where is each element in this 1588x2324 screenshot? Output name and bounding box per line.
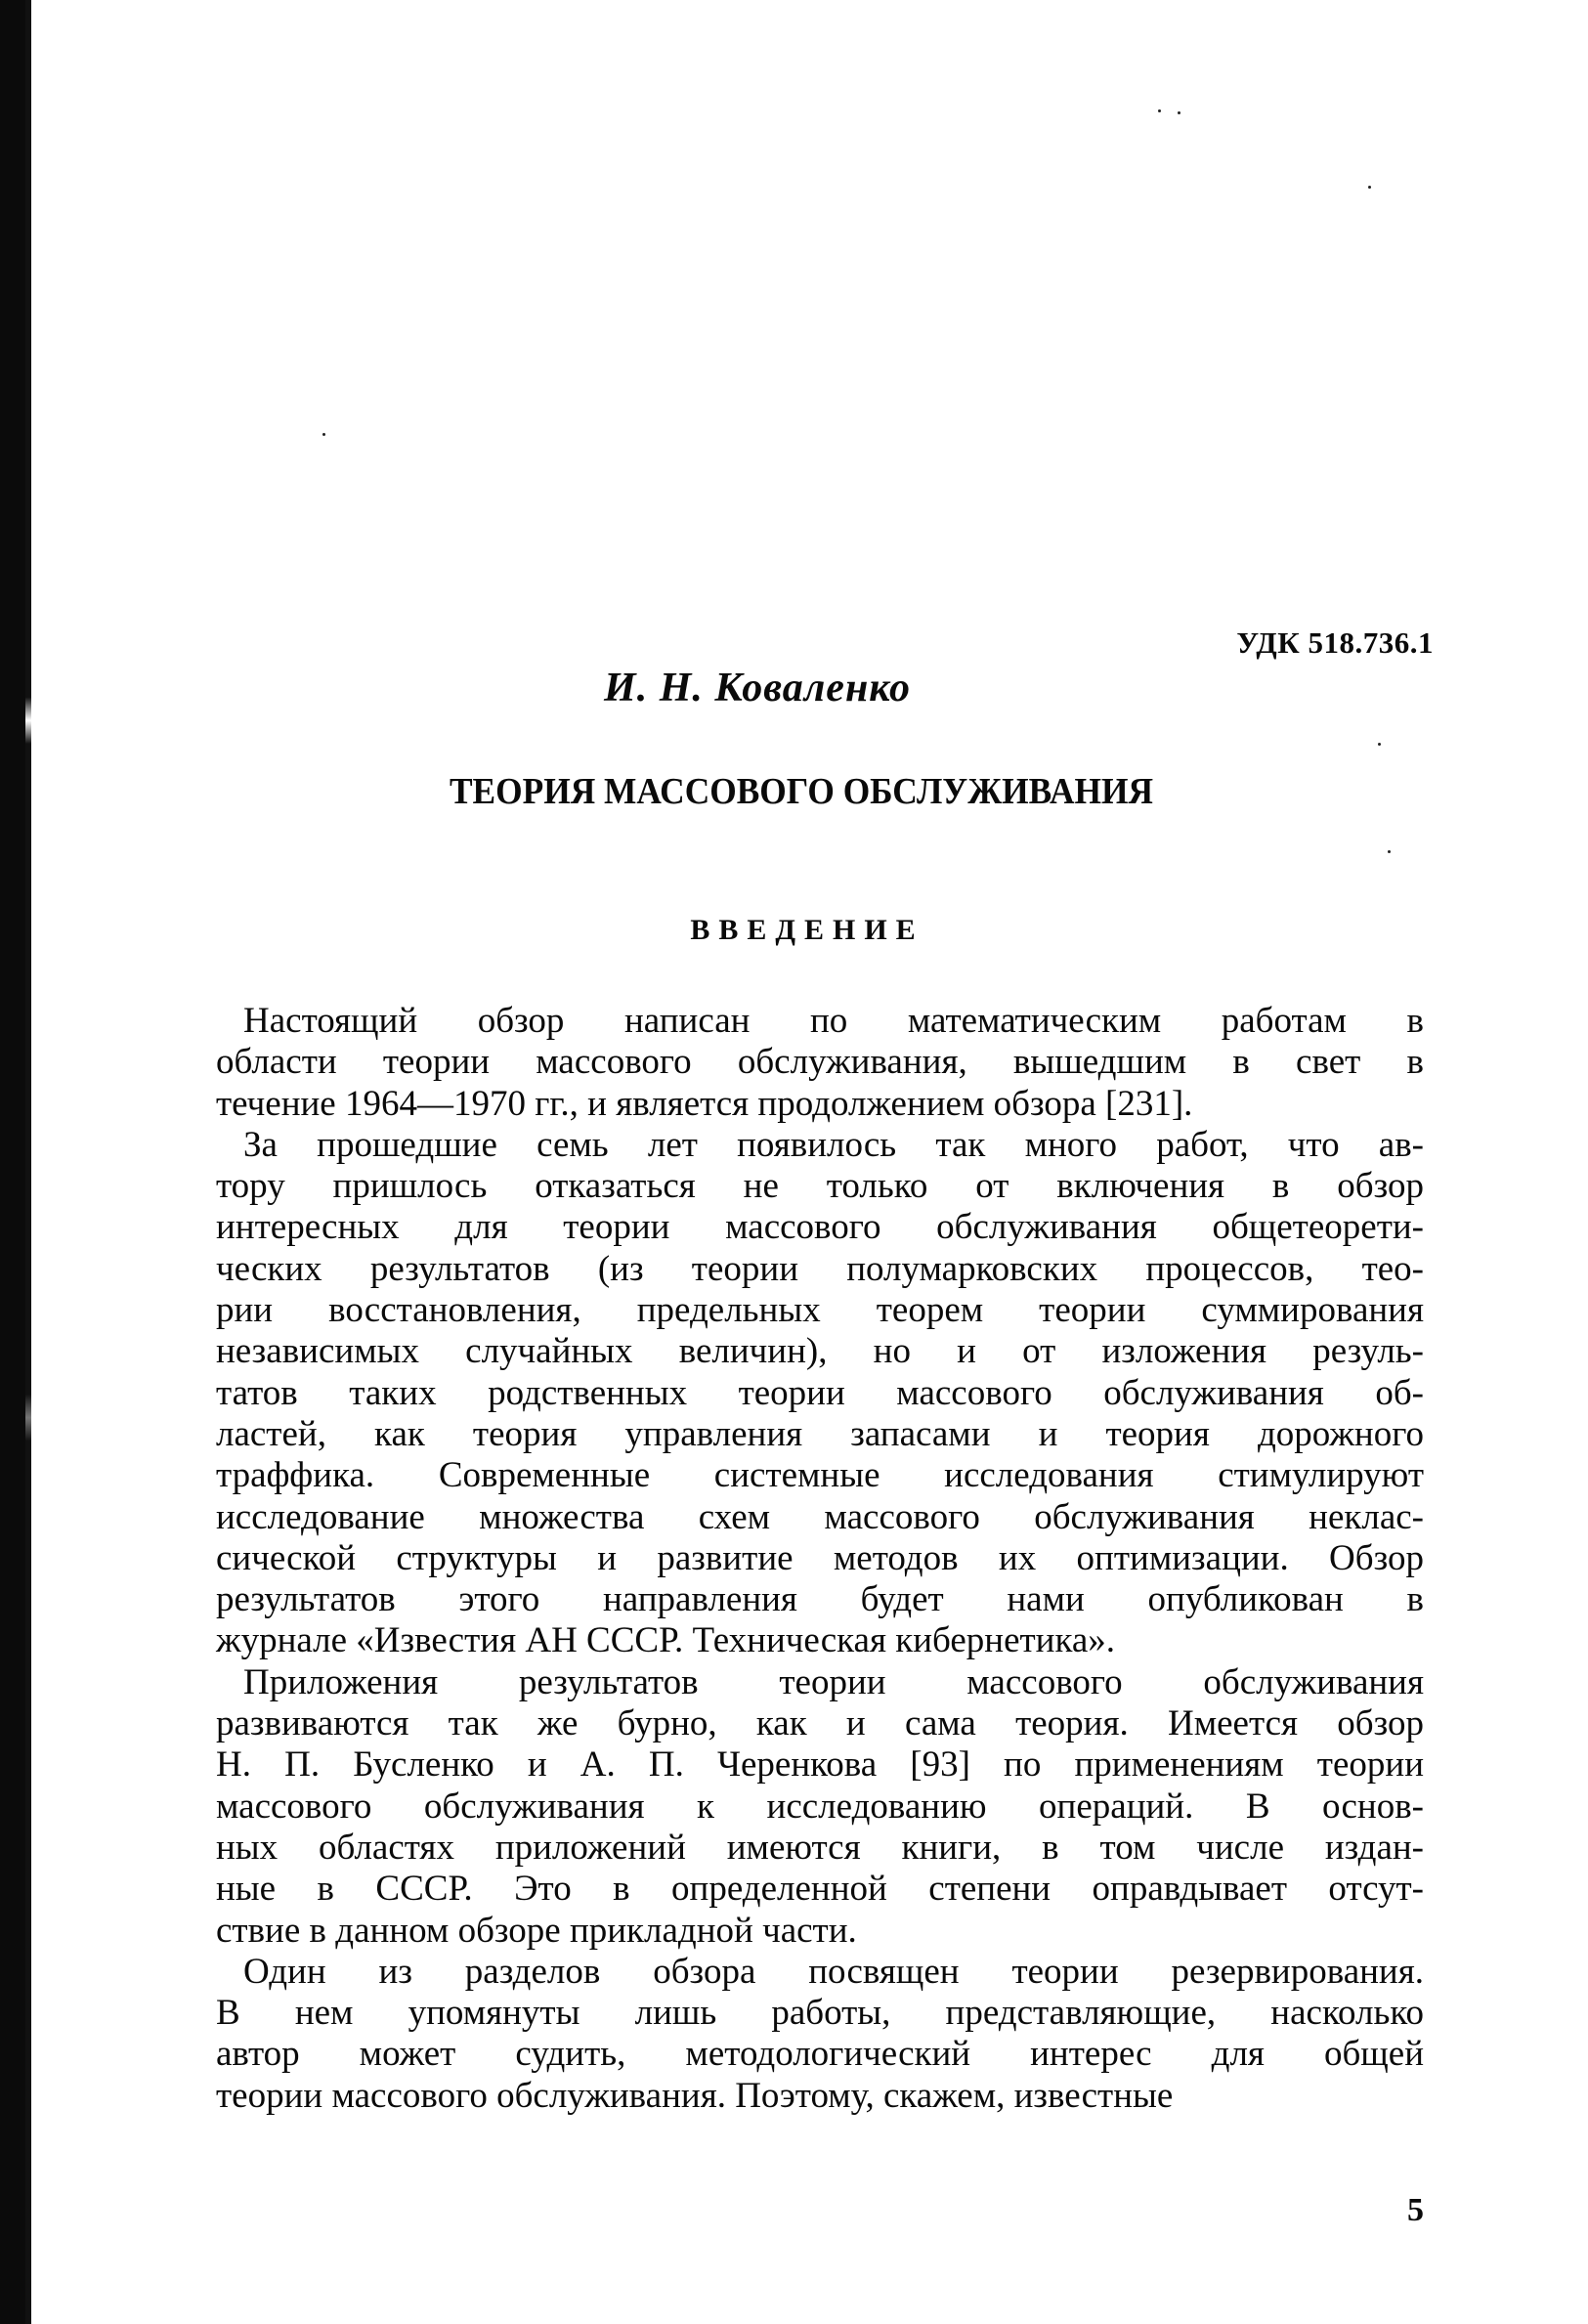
text-line: траффика. Современные системные исследования стимулируют <box>216 1455 1424 1496</box>
scan-speck <box>1378 743 1381 746</box>
text-line: автор может судить, методологический интерес для общей <box>216 2034 1424 2075</box>
text-line: массового обслуживания к исследованию операций. В основ- <box>216 1786 1424 1827</box>
text-line: теории массового обслуживания. Поэтому, скажем, известные <box>216 2075 1174 2116</box>
paragraph <box>216 1125 1424 1662</box>
text-line: В нем упомянуты лишь работы, представляющие, насколько <box>216 1993 1424 2034</box>
scan-speck <box>1178 111 1180 114</box>
text-line: результатов этого направления будет нами опубликован в <box>216 1579 1424 1620</box>
text-line: течение 1964—1970 гг., и является продолжением обзора [231]. <box>216 1083 1193 1124</box>
page-number: 5 <box>1407 2192 1424 2228</box>
scan-speck <box>322 433 325 436</box>
text-line: Настоящий обзор написан по математическим работам в <box>243 1001 1424 1041</box>
text-line: исследование множества схем массового обслуживания неклас- <box>216 1496 1424 1537</box>
text-line: сической структуры и развитие методов их оптимизации. Обзор <box>216 1537 1424 1578</box>
text-line: развиваются так же бурно, как и сама теория. Имеется обзор <box>216 1703 1424 1744</box>
scan-speck <box>1388 850 1391 853</box>
author-name: И. Н. Коваленко <box>604 666 911 710</box>
text-line: ческих результатов (из теории полумарковских процессов, тео- <box>216 1248 1424 1289</box>
text-line: ластей, как теория управления запасами и теория дорожного <box>216 1413 1424 1454</box>
text-line: области теории массового обслуживания, вышедшим в свет в <box>216 1042 1424 1083</box>
text-line: Н. П. Бусленко и А. П. Черенкова [93] по применениям теории <box>216 1744 1424 1786</box>
article-title: ТЕОРИЯ МАССОВОГО ОБСЛУЖИВАНИЯ <box>449 771 1154 812</box>
body-text <box>216 1001 1424 2117</box>
text-line: татов таких родственных теории массового обслуживания об- <box>216 1372 1424 1413</box>
text-line: Один из разделов обзора посвящен теории резервирования. <box>243 1951 1424 1992</box>
text-line: тору пришлось отказаться не только от включения в обзор <box>216 1166 1424 1207</box>
text-line: независимых случайных величин), но и от изложения резуль- <box>216 1331 1424 1372</box>
text-line: Приложения результатов теории массового обслуживания <box>243 1661 1424 1702</box>
text-line: журнале «Известия АН СССР. Техническая кибернетика». <box>216 1620 1116 1661</box>
udk-code: УДК 518.736.1 <box>1236 625 1434 660</box>
paragraph <box>216 1001 1424 1125</box>
scan-speck <box>1368 186 1371 189</box>
text-line: рии восстановления, предельных теорем теории суммирования <box>216 1290 1424 1331</box>
text-line: ствие в данном обзоре прикладной части. <box>216 1910 857 1951</box>
paragraph <box>216 1952 1424 2117</box>
text-line: За прошедшие семь лет появилось так много работ, что ав- <box>243 1124 1424 1165</box>
text-line: ные в СССР. Это в определенной степени оправдывает отсут- <box>216 1869 1424 1910</box>
scan-speck <box>1158 109 1161 112</box>
scan-left-edge-shadow <box>25 0 31 2324</box>
section-heading: ВВЕДЕНИЕ <box>690 914 924 946</box>
text-line: интересных для теории массового обслуживания общетеорети- <box>216 1207 1424 1248</box>
text-line: ных областях приложений имеются книги, в том числе издан- <box>216 1827 1424 1868</box>
paragraph <box>216 1662 1424 1952</box>
scan-left-edge <box>0 0 27 2324</box>
